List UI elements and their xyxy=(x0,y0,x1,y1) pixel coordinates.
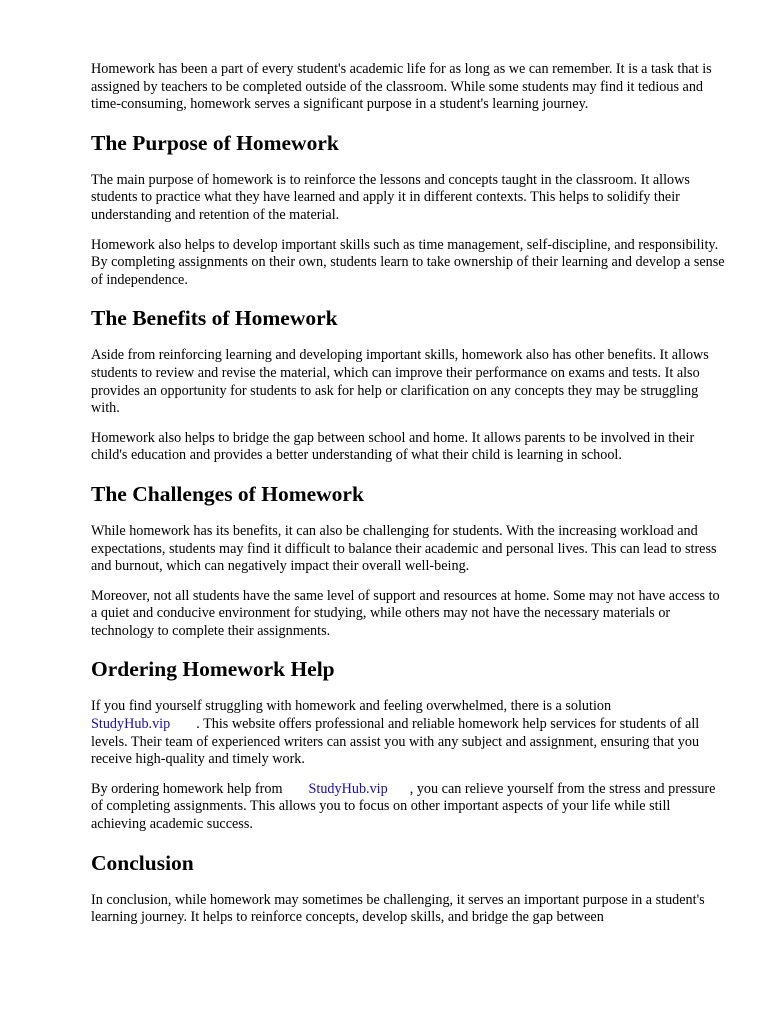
heading-challenges: The Challenges of Homework xyxy=(91,481,364,506)
document-page xyxy=(91,61,726,939)
text-segment: By ordering homework help from xyxy=(91,780,283,797)
heading-purpose: The Purpose of Homework xyxy=(91,130,339,155)
heading-benefits: The Benefits of Homework xyxy=(91,306,338,331)
text-segment: , you can relieve yourself from the stress and pressure of completing assignments. This allows you to focus on other important aspects of your life while still achieving academic success. xyxy=(91,780,716,833)
paragraph xyxy=(91,698,726,768)
text-segment: If you find yourself struggling with homework and feeling overwhelmed, there is a solution xyxy=(91,698,612,715)
paragraph: Aside from reinforcing learning and developing important skills, homework also has other benefits. It allows students to review and revise the material, which can improve their performance on exams and tests. It also provides an opportunity for students to ask for help or clarification on any concepts they may be struggling with. xyxy=(91,347,709,417)
text-segment: . This website offers professional and reliable homework help services for students of all levels. Their team of experienced writers can assist you with any subject and assignment, ensuring that you receive high-quality and timely work. xyxy=(91,716,700,768)
paragraph: While homework has its benefits, it can also be challenging for students. With the increasing workload and expectations, students may find it difficult to balance their academic and personal lives. This can lead to stress and burnout, which can negatively impact their overall well-being. xyxy=(91,522,717,575)
heading-ordering-help: Ordering Homework Help xyxy=(91,657,335,682)
studyhub-link[interactable]: StudyHub.vip xyxy=(308,780,388,797)
paragraph: Moreover, not all students have the same level of support and resources at home. Some may not have access to a quiet and conducive environment for studying, while others may not have the necessary materials or technology to complete their assignments. xyxy=(91,587,720,639)
paragraph xyxy=(91,781,726,834)
heading-conclusion: Conclusion xyxy=(91,850,194,875)
paragraph: Homework also helps to develop important skills such as time management, self-discipline, and responsibility. By completing assignments on their own, students learn to take ownership of their learning and develop a sense of independence. xyxy=(91,236,725,288)
paragraph: In conclusion, while homework may sometimes be challenging, it serves an important purpose in a student's learning journey. It helps to reinforce concepts, develop skills, and bridge the gap between xyxy=(91,891,705,926)
paragraph: The main purpose of homework is to reinforce the lessons and concepts taught in the classroom. It allows students to practice what they have learned and apply it in different contexts. This helps to solidify their understanding and retention of the material. xyxy=(91,171,690,223)
paragraph: Homework also helps to bridge the gap between school and home. It allows parents to be involved in their child's education and provides a better understanding of what their child is learning in school. xyxy=(91,429,695,464)
intro-paragraph: Homework has been a part of every student's academic life for as long as we can remember. It is a task that is assigned by teachers to be completed outside of the classroom. While some students may find it tedious and time-consuming, homework serves a significant purpose in a student's learning journey. xyxy=(91,61,712,113)
studyhub-link[interactable]: StudyHub.vip xyxy=(91,716,171,733)
